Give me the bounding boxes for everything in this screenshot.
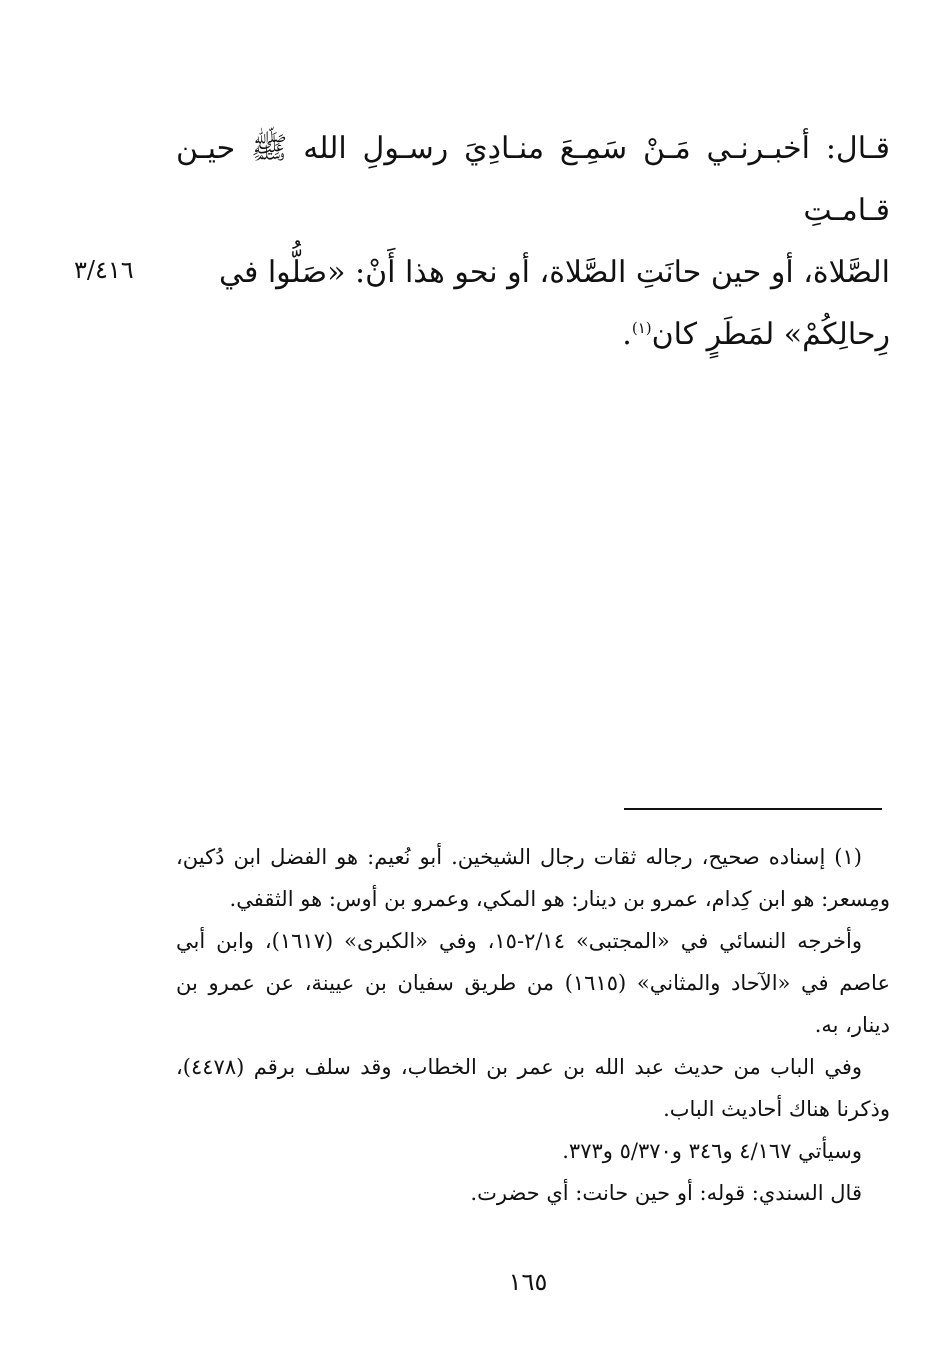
footnote-paragraph-4: وسيأتي ٤/١٦٧ و٣٤٦ و٥/٣٧٠ و٣٧٣. [562, 1139, 862, 1163]
footnote-paragraph-1: (١) إسناده صحيح، رجاله ثقات رجال الشيخين. أبو نُعيم: هو الفضل ابن دُكين، ومِسعر: هو ابن كِدام، عمرو بن دينار: هو المكي، وعمرو بن أوس: هو الثقفي. [176, 845, 890, 911]
margin-reference: ٣/٤١٦ [74, 256, 134, 284]
footnote-paragraph-5: قال السندي: قوله: أو حين حانت: أي حضرت. [470, 1181, 862, 1205]
footnote-divider [624, 808, 882, 810]
main-text-line-1: قـال: أخبـرنـي مَـنْ سَمِـعَ منـادِيَ رسـولِ الله ﷺ حيـن قـامـتِ [176, 131, 890, 228]
main-text-line-2: الصَّلاة، أو حين حانَتِ الصَّلاة، أو نحو هذا أَنْ: «صَلُّوا في [218, 255, 890, 290]
footnotes [176, 836, 890, 1214]
footnote-marker: (١) [631, 319, 652, 337]
main-text-line-3-body: رِحالِكُمْ» لمَطَرٍ كان [651, 317, 890, 352]
footnote-paragraph-2: وأخرجه النسائي في «المجتبى» ٢/١٤-١٥، وفي «الكبرى» (١٦١٧)، وابن أبي عاصم في «الآحاد والمثاني» (١٦١٥) من طريق سفيان بن عيينة، عن عمرو بن دينار، به. [176, 929, 890, 1037]
page-number: ١٦٥ [508, 1268, 548, 1296]
main-text-line-3-end: . [622, 317, 632, 352]
footnote-paragraph-3: وفي الباب من حديث عبد الله بن عمر بن الخطاب، وقد سلف برقم (٤٤٧٨)، وذكرنا هناك أحاديث الباب. [176, 1055, 890, 1121]
main-hadith-text [176, 118, 890, 366]
main-text-line-3 [176, 304, 890, 366]
